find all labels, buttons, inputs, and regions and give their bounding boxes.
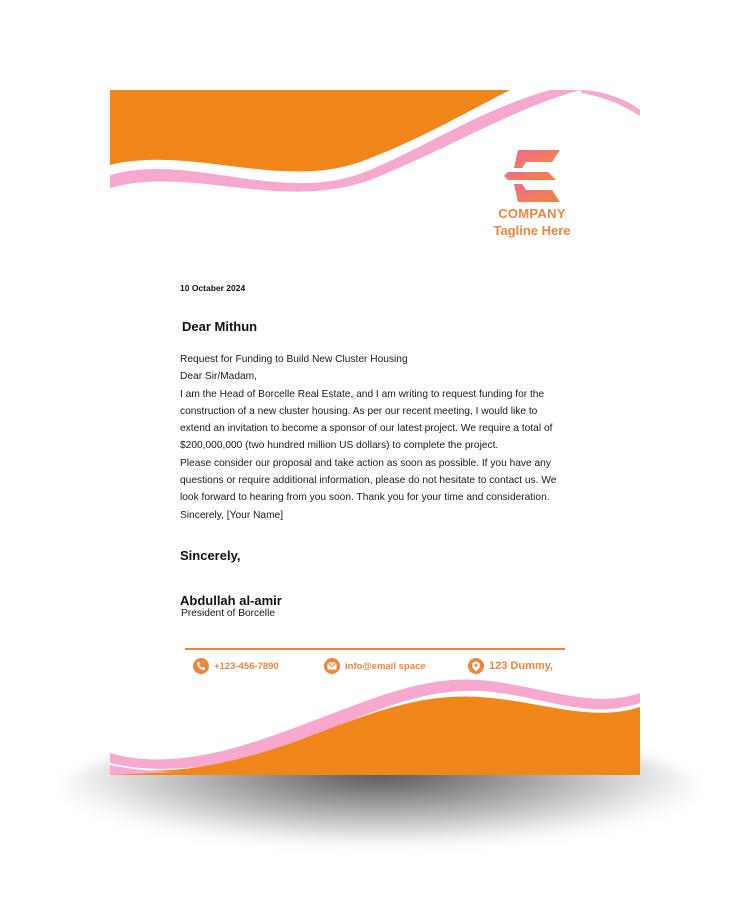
header-wave (110, 90, 640, 200)
body-line: Dear Sir/Madam, (180, 371, 257, 383)
company-tagline: Tagline Here (493, 223, 571, 238)
email-address: info@email space (345, 660, 426, 672)
phone-number: +123-456-7890 (214, 660, 279, 672)
address-text: 123 Dummy, (489, 660, 553, 672)
salutation: Dear Mithun (182, 319, 258, 334)
closing: Sincerely, (180, 548, 241, 563)
body-line: Sincerely, [Your Name] (180, 509, 284, 521)
body-line: I am the Head of Borcelle Real Estate, and I am writing to request funding for the (180, 388, 545, 400)
body-line: extend an invitation to become a sponsor of our latest project. We require a total of (180, 423, 553, 435)
stacked-e-logo-icon (504, 150, 560, 202)
body-line: Request for Funding to Build New Cluster Housing (180, 354, 408, 365)
body-line: $200,000,000 (two hundred million US dollars) to complete the project. (180, 440, 499, 452)
signature-name: Abdullah al-amir (180, 593, 282, 608)
body-line: construction of a new cluster housing. As per our recent meeting, I would like to (180, 405, 538, 417)
letterhead-page (110, 90, 640, 775)
body-line: questions or require additional information, please do not hesitate to contact us. We (180, 475, 557, 487)
body-line: look forward to hearing from you soon. Thank you for your time and consideration. (180, 492, 550, 504)
letter-body (180, 351, 590, 524)
footer-divider (185, 648, 565, 650)
letter-date: 10 Octaber 2024 (180, 283, 246, 293)
footer-wave (110, 665, 640, 775)
signature-title: President of Borcelle (181, 608, 276, 619)
company-name: COMPANY (498, 206, 566, 221)
body-line: Please consider our proposal and take action as soon as possible. If you have any (180, 457, 551, 469)
